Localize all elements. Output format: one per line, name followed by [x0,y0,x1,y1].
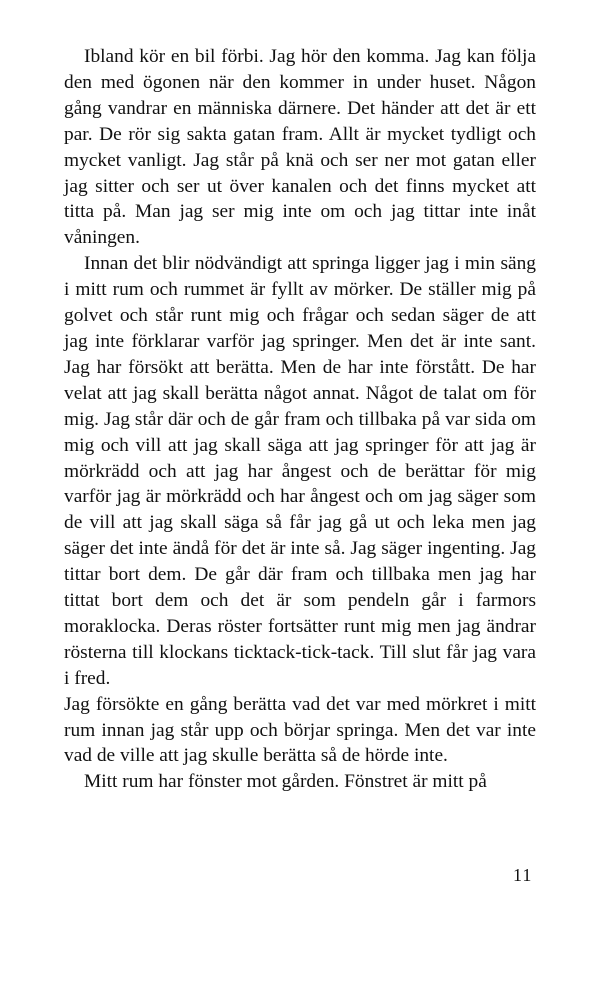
paragraph-1: Ibland kör en bil förbi. Jag hör den komma. Jag kan följa den med ögonen när den kommer in under huset. Någon gång vandrar en människa därnere. Det händer att det är ett par. De rör sig sakta gatan fram. Allt är mycket tydligt och mycket vanligt. Jag står på knä och ser ner mot gatan eller jag sitter och ser ut över kanalen och det finns mycket att titta på. Man jag ser mig inte om och jag tittar inte inåt våningen. [64,46,536,249]
body-text [64,44,536,795]
paragraph-2: Innan det blir nödvändigt att springa ligger jag i min säng i mitt rum och rummet är fyllt av mörker. De ställer mig på golvet och står runt mig och frågar och sedan säger de att jag inte förklarar varför jag springer. Men det är inte sant. Jag har försökt att berätta. Men de har inte förstått. De har velat att jag skall berätta något annat. Något de talat om för mig. Jag står där och de går fram och tillbaka på var sida om mig och vill att jag skall säga att jag springer för att jag är mörkrädd och att jag har ångest och de berättar för mig varför jag är mörkrädd och har ångest och om jag säger som de vill att jag skall säga så får jag gå ut och leka men jag säger det inte ändå för det är inte så. Jag säger ingenting. Jag tittar bort dem. De går där fram och tillbaka men jag har tittat bort dem och det är som pendeln går i farmors moraklocka. Deras röster fortsätter runt mig men jag ändrar rösterna till klockans ticktack-tick-tack. Till slut får jag vara i fred. [64,253,536,689]
page-number: 11 [513,865,533,885]
paragraph-4: Mitt rum har fönster mot gården. Fönstret är mitt på [84,771,487,793]
paragraph-3: Jag försökte en gång berätta vad det var med mörkret i mitt rum innan jag står upp och börjar springa. Men det var inte vad de ville att jag skulle berätta så de hörde inte. [64,693,536,767]
